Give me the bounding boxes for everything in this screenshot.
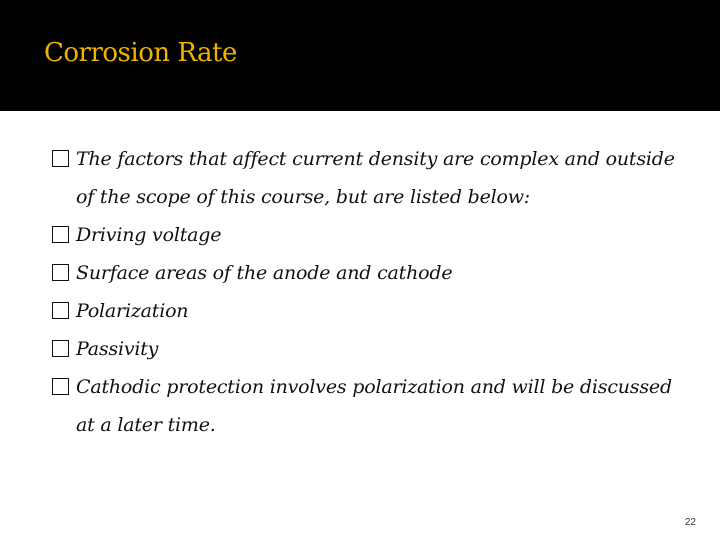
square-bullet-icon — [52, 150, 69, 167]
bullet-item — [52, 216, 692, 254]
square-bullet-icon — [52, 264, 69, 281]
square-bullet-icon — [52, 340, 69, 357]
bullet-list — [52, 140, 692, 444]
slide-title: Corrosion Rate — [44, 38, 237, 68]
bullet-item — [52, 330, 692, 368]
bullet-item — [52, 368, 692, 444]
bullet-text: Driving voltage — [76, 224, 222, 246]
bullet-item — [52, 254, 692, 292]
square-bullet-icon — [52, 302, 69, 319]
bullet-text: Polarization — [76, 300, 189, 322]
title-bar — [0, 0, 720, 111]
page-number: 22 — [684, 517, 696, 528]
bullet-item — [52, 140, 692, 216]
bullet-text: Cathodic protection involves polarization and will be discussed at a later time. — [76, 376, 672, 436]
square-bullet-icon — [52, 378, 69, 395]
square-bullet-icon — [52, 226, 69, 243]
bullet-item — [52, 292, 692, 330]
bullet-text: Surface areas of the anode and cathode — [76, 262, 453, 284]
bullet-text: Passivity — [76, 338, 159, 360]
bullet-text: The factors that affect current density are complex and outside of the scope of this course, but are listed below: — [76, 148, 675, 208]
